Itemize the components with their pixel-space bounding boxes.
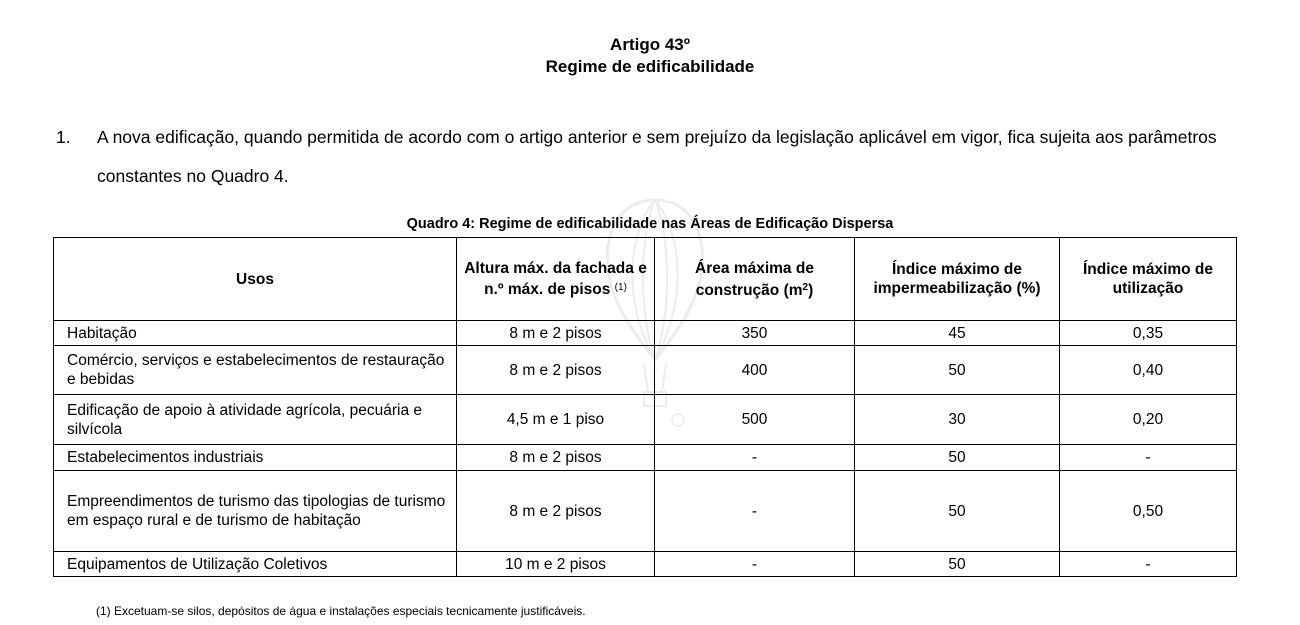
cell-util: 0,35 (1060, 321, 1237, 346)
table-row (54, 346, 1237, 395)
cell-util: 0,20 (1060, 395, 1237, 445)
header-impermeabilizacao: Índice máximo de impermeabilização (%) (855, 238, 1060, 321)
cell-util: - (1060, 445, 1237, 471)
table-footnote: (1) Excetuam-se silos, depósitos de água e instalações especiais tecnicamente justificáveis. (96, 604, 586, 618)
cell-util: - (1060, 552, 1237, 577)
footnote-ref: (1) (614, 282, 627, 293)
table-row (54, 471, 1237, 552)
cell-altura: 10 m e 2 pisos (457, 552, 655, 577)
cell-altura: 8 m e 2 pisos (457, 346, 655, 395)
article-number: Artigo 43º (610, 35, 690, 54)
cell-util: 0,50 (1060, 471, 1237, 552)
cell-uso: Habitação (54, 321, 457, 346)
cell-altura: 8 m e 2 pisos (457, 471, 655, 552)
header-utilizacao: Índice máximo de utilização (1060, 238, 1237, 321)
table-header-row (54, 238, 1237, 321)
paragraph-text: A nova edificação, quando permitida de acordo com o artigo anterior e sem prejuízo da legislação aplicável em vigor, fica sujeita aos parâmetros constantes no Quadro 4. (97, 127, 1217, 186)
cell-area: 500 (655, 395, 855, 445)
cell-imperm: 30 (855, 395, 1060, 445)
table-row (54, 395, 1237, 445)
cell-altura: 8 m e 2 pisos (457, 321, 655, 346)
cell-area: - (655, 552, 855, 577)
cell-imperm: 50 (855, 552, 1060, 577)
cell-area: - (655, 445, 855, 471)
header-usos: Usos (54, 238, 457, 321)
quadro-4-table (53, 237, 1237, 577)
cell-imperm: 50 (855, 471, 1060, 552)
table-row (54, 321, 1237, 346)
header-altura: Altura máx. da fachada e n.º máx. de pisos $^{(1)}$ (457, 238, 655, 321)
cell-uso: Comércio, serviços e estabelecimentos de restauração e bebidas (54, 346, 457, 395)
table-row (54, 552, 1237, 577)
article-heading: Regime de edificabilidade (545, 57, 755, 76)
cell-imperm: 50 (855, 346, 1060, 395)
cell-area: 350 (655, 321, 855, 346)
header-area: Área máxima de construção $(m^2)$ (655, 238, 855, 321)
cell-altura: 4,5 m e 1 piso (457, 395, 655, 445)
cell-uso: Estabelecimentos industriais (54, 445, 457, 471)
cell-area: - (655, 471, 855, 552)
cell-uso: Edificação de apoio à atividade agrícola, pecuária e silvícola (54, 395, 457, 445)
cell-uso: Equipamentos de Utilização Coletivos (54, 552, 457, 577)
table-caption: Quadro 4: Regime de edificabilidade nas Áreas de Edificação Dispersa (406, 216, 894, 232)
cell-imperm: 50 (855, 445, 1060, 471)
cell-area: 400 (655, 346, 855, 395)
cell-imperm: 45 (855, 321, 1060, 346)
cell-uso: Empreendimentos de turismo das tipologias de turismo em espaço rural e de turismo de habitação (54, 471, 457, 552)
cell-util: 0,40 (1060, 346, 1237, 395)
cell-altura: 8 m e 2 pisos (457, 445, 655, 471)
table-row (54, 445, 1237, 471)
paragraph-number: 1. (56, 127, 71, 147)
